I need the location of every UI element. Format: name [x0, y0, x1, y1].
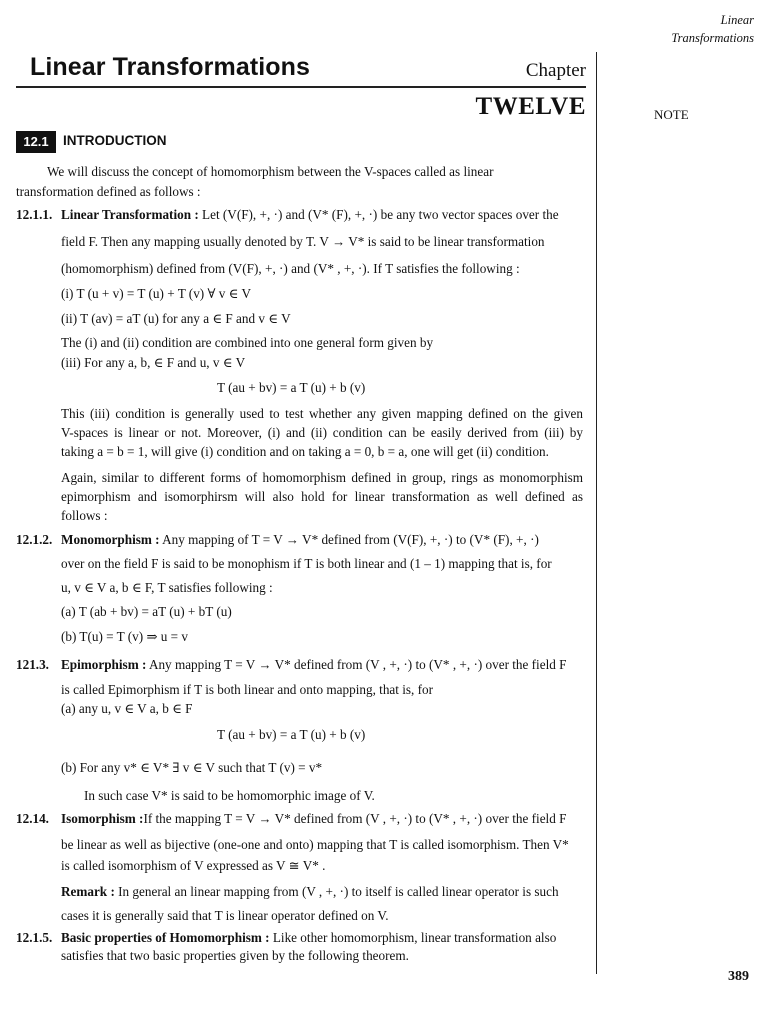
s1-line-3: (homomorphism) defined from (V(F), +, ·) and (V* , +, ·). If T satisfies the following : [61, 261, 520, 276]
s1-line-2: field F. Then any mapping usually denoted by T. V → V* is said to be linear transformation [61, 234, 545, 249]
s1-line-1: Let (V(F), +, ·) and (V* (F), +, ·) be any two vector spaces over the [198, 207, 559, 222]
s1-para2-line-3: follows : [61, 508, 108, 523]
s4-line-2: be linear as well as bijective (one-one and onto) mapping that T is called isomorphism. Then V* [61, 837, 569, 852]
s1-first-line [61, 207, 559, 223]
s3-first-line [61, 657, 566, 673]
s4-remark-heading: Remark : [61, 884, 115, 899]
s3-line-c: In such case V* is said to be homomorphic image of V. [84, 788, 375, 803]
s5-first-line [61, 930, 556, 946]
s2-item-a: (a) T (ab + bv) = aT (u) + bT (u) [61, 604, 232, 619]
s3-equation: T (au + bv) = a T (u) + b (v) [217, 727, 366, 742]
s5-number: 12.1.5. [16, 930, 53, 945]
s2-line-1: Any mapping of T = V → V* defined from (V(F), +, ·) to (V* (F), +, ·) [159, 532, 539, 547]
s2-first-line [61, 532, 539, 548]
s3-item-b: (b) For any v* ∈ V* ∃ v ∈ V such that T (v) = v* [61, 760, 323, 775]
s1-line-5: (iii) For any a, b, ∈ F and u, v ∈ V [61, 355, 246, 370]
s5-line-1: Like other homomorphism, linear transformation also [269, 930, 557, 945]
s1-para1-line-2: V-spaces is linear or not. Moreover, (i) and (ii) condition can be easily derived from (iii) by [61, 425, 583, 440]
s1-para2-line-2: epimorphism and isomorphirsm will also hold for linear transformation as well defined as [61, 489, 583, 504]
running-head-line1: Linear [720, 13, 754, 27]
s1-condition-ii: (ii) T (av) = aT (u) for any a ∈ F and v ∈ V [61, 311, 291, 326]
chapter-number: TWELVE [475, 93, 586, 120]
chapter-label: Chapter [525, 60, 586, 81]
section-title: INTRODUCTION [63, 133, 167, 148]
s1-equation: T (au + bv) = a T (u) + b (v) [217, 380, 366, 395]
s3-line-2: is called Epimorphism if T is both linear and onto mapping, that is, for [61, 682, 434, 697]
s2-line-3: u, v ∈ V a, b ∈ F, T satisfies following : [61, 580, 273, 595]
s4-remark-text: In general an linear mapping from (V , +, ·) to itself is called linear operator is such [114, 884, 559, 899]
s3-number: 121.3. [16, 657, 49, 672]
s2-line-2: over on the field F is said to be monophism if T is both linear and (1 – 1) mapping that is, for [61, 556, 552, 571]
title-rule [16, 86, 586, 88]
s3-line-1: Any mapping T = V → V* defined from (V , +, ·) to (V* , +, ·) over the field F [146, 657, 567, 672]
s1-para1-line-3: taking a = b = 1, will give (i) condition and on taking a = 0, b = a, one will get (ii) condition. [61, 444, 549, 459]
s4-remark-line-1 [61, 884, 559, 900]
s2-item-b: (b) T(u) = T (v) ⇒ u = v [61, 629, 189, 644]
s4-line-1: If the mapping T = V → V* defined from (V , +, ·) to (V* , +, ·) over the field F [143, 811, 567, 826]
s3-heading: Epimorphism : [61, 657, 147, 672]
s1-heading: Linear Transformation : [61, 207, 199, 222]
s2-number: 12.1.2. [16, 532, 53, 547]
section-number-badge: 12.1 [16, 131, 56, 153]
s1-para1-line-1: This (iii) condition is generally used to test whether any given mapping defined on the given [61, 406, 583, 421]
s4-number: 12.14. [16, 811, 49, 826]
s4-first-line [61, 811, 566, 827]
s5-heading: Basic properties of Homomorphism : [61, 930, 270, 945]
margin-note: NOTE [654, 107, 689, 122]
s1-number: 12.1.1. [16, 207, 53, 222]
running-head-line2: Transformations [671, 31, 754, 45]
s4-remark-line-2: cases it is generally said that T is linear operator defined on V. [61, 908, 389, 923]
s2-heading: Monomorphism : [61, 532, 160, 547]
s1-line-4: The (i) and (ii) condition are combined into one general form given by [61, 335, 434, 350]
s4-heading: Isomorphism : [61, 811, 144, 826]
book-title: Linear Transformations [30, 53, 311, 81]
page-number: 389 [728, 969, 749, 984]
s1-condition-i: (i) T (u + v) = T (u) + T (v) ∀ v ∈ V [61, 286, 251, 301]
s5-line-2: satisfies that two basic properties given by the following theorem. [61, 948, 409, 963]
intro-line-1: We will discuss the concept of homomorphism between the V-spaces called as linear [47, 164, 494, 179]
intro-line-2: transformation defined as follows : [16, 184, 201, 199]
s4-line-3: is called isomorphism of V expressed as V ≅ V* . [61, 858, 326, 873]
s1-para2-line-1: Again, similar to different forms of homomorphism defined in group, rings as monomorphism [61, 470, 583, 485]
s3-item-a: (a) any u, v ∈ V a, b ∈ F [61, 701, 193, 716]
margin-divider [596, 52, 597, 974]
